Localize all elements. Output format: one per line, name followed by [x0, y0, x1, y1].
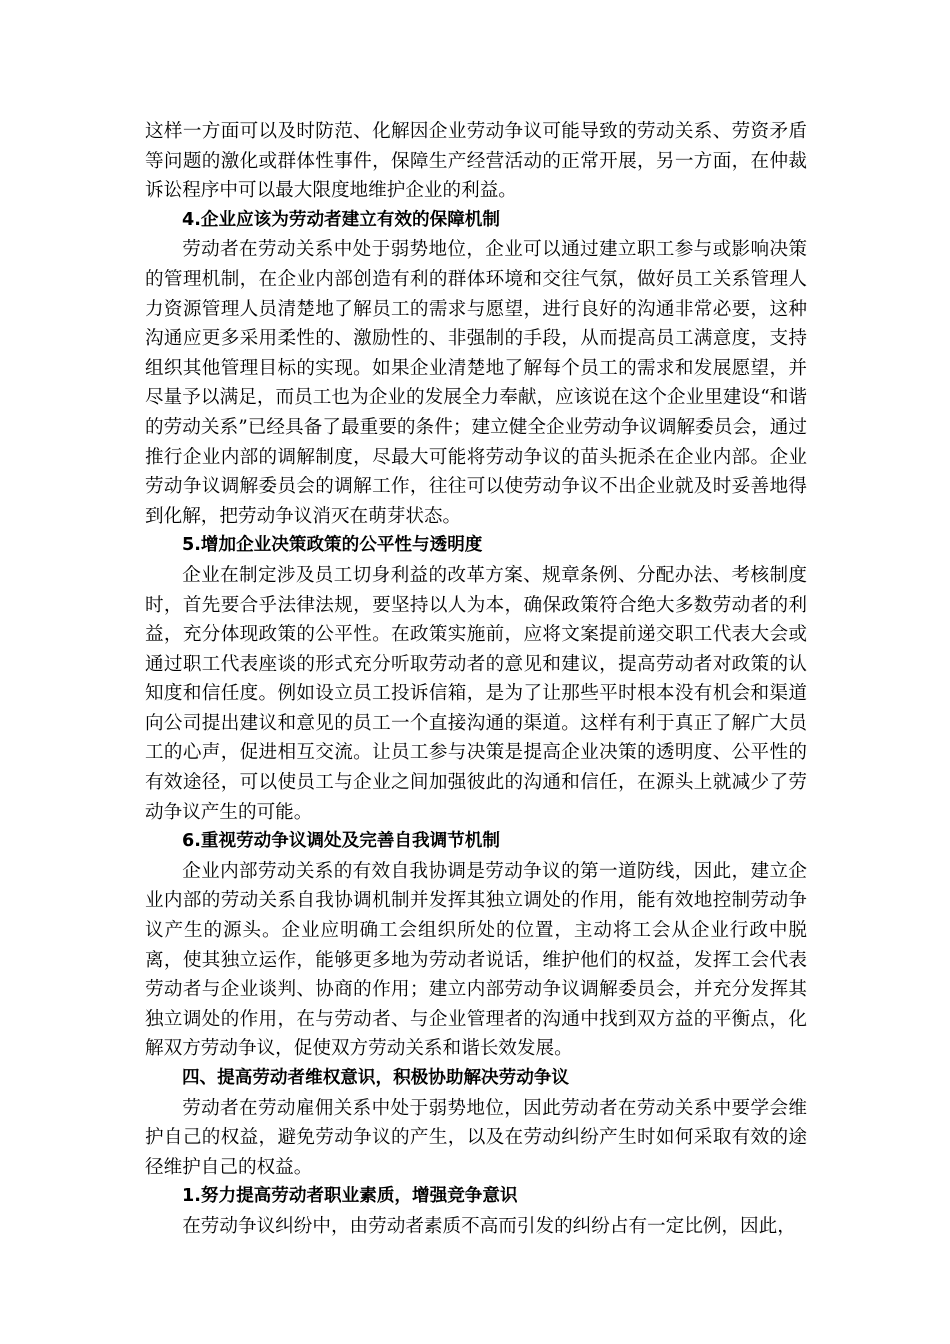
paragraph-worker-rights: 劳动者在劳动雇佣关系中处于弱势地位，因此劳动者在劳动关系中要学会维护自己的权益，避免劳动争议的产生，以及在劳动纠纷产生时如何采取有效的途径维护自己的权益。 [145, 1097, 807, 1178]
chapter-heading-4: 四、提高劳动者维权意识，积极协助解决劳动争议 [181, 1068, 570, 1088]
section-heading-1: 1.努力提高劳动者职业素质，增强竞争意识 [181, 1186, 518, 1207]
paragraph-protection-mechanism: 劳动者在劳动关系中处于弱势地位，企业可以通过建立职工参与或影响决策的管理机制，在企业内部创造有利的群体环境和交往气氛，做好员工关系管理人力资源管理人员清楚地了解员工的需求与愿望，进行良好的沟通非常必要，这种沟通应更多采用柔性的、激励性的、非强制的手段，从而提高员工满意度，支持组织其他管理目标的实现。如果企业清楚地了解每个员工的需求和发展愿望，并尽量予以满足，而员工也为企业的发展全力奉献，应该说在这个企业里建设“和谐的劳动关系”已经具备了最重要的条件；建立健全企业劳动争议调解委员会，通过推行企业内部的调解制度，尽最大可能将劳动争议的苗头扼杀在企业内部。企业劳动争议调解委员会的调解工作，往往可以使劳动争议不出企业就及时妥善地得到化解，把劳动争议消灭在萌芽状态。 [145, 239, 807, 527]
paragraph-continued: 这样一方面可以及时防范、化解因企业劳动争议可能导致的劳动关系、劳资矛盾等问题的激化或群体性事件，保障生产经营活动的正常开展，另一方面，在仲裁诉讼程序中可以最大限度地维护企业的利益。 [145, 121, 807, 202]
paragraph-worker-quality: 在劳动争议纠纷中，由劳动者素质不高而引发的纠纷占有一定比例，因此， [182, 1215, 796, 1237]
paragraph-policy-fairness: 企业在制定涉及员工切身利益的改革方案、规章条例、分配办法、考核制度时，首先要合乎法律法规，要坚持以人为本，确保政策符合绝大多数劳动者的利益，充分体现政策的公平性。在政策实施前，应将文案提前递交职工代表大会或通过职工代表座谈的形式充分听取劳动者的意见和建议，提高劳动者对政策的认知度和信任度。例如设立员工投诉信箱，是为了让那些平时根本没有机会和渠道向公司提出建议和意见的员工一个直接沟通的渠道。这样有利于真正了解广大员工的心声，促进相互交流。让员工参与决策是提高企业决策的透明度、公平性的有效途径，可以使员工与企业之间加强彼此的沟通和信任，在源头上就减少了劳动争议产生的可能。 [145, 564, 807, 823]
section-heading-4: 4.企业应该为劳动者建立有效的保障机制 [181, 209, 500, 230]
section-heading-6: 6.重视劳动争议调处及完善自我调节机制 [181, 831, 500, 852]
paragraph-self-regulation: 企业内部劳动关系的有效自我协调是劳动争议的第一道防线，因此，建立企业内部的劳动关系自我协调机制并发挥其独立调处的作用，能有效地控制劳动争议产生的源头。企业应明确工会组织所处的位置，主动将工会从企业行政中脱离，使其独立运作，能够更多地为劳动者说话，维护他们的权益，发挥工会代表劳动者与企业谈判、协商的作用；建立内部劳动争议调解委员会，并充分发挥其独立调处的作用，在与劳动者、与企业管理者的沟通中找到双方益的平衡点，化解双方劳动争议，促使双方劳动关系和谐长效发展。 [145, 860, 807, 1060]
section-heading-5: 5.增加企业决策政策的公平性与透明度 [181, 535, 483, 556]
document-body [145, 117, 807, 1242]
